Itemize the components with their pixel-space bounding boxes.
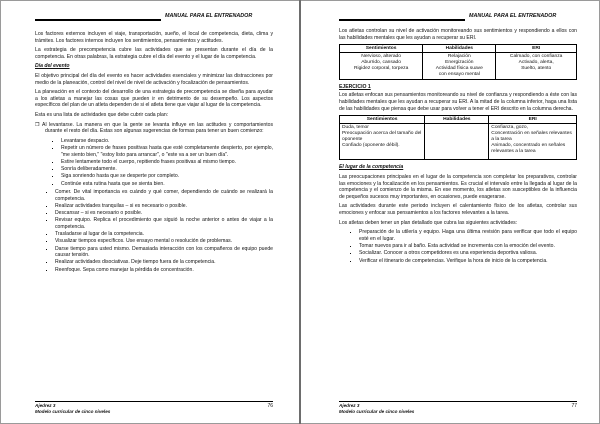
header-title: MANUAL PARA EL ENTRENADOR [165, 13, 253, 19]
table-header: ERI [496, 45, 577, 53]
list-item: ▪ Verificar el itinerario de competencias. Verifique la hora de inicio de la competencia. [359, 258, 577, 265]
footer-rule [339, 401, 577, 402]
bullet-list [339, 229, 577, 264]
bullet-list [35, 189, 273, 273]
list-item: ▪ Darse tiempo para usted mismo. Demasiada interacción con los compañeros de equipo puede causar tensión. [55, 246, 273, 259]
page-number: 77 [571, 403, 577, 409]
right-page-footer [339, 401, 577, 413]
list-item: ▪ Preparación de la utilería y equipo. Haga una última revisión para verificar que todo el equipo esté en el lugar. [359, 229, 577, 242]
list-item: ▪ Trasladarse al lugar de la competencia. [55, 231, 273, 238]
section-heading: El lugar de la competencia [339, 164, 404, 171]
table-header: Habilidades [425, 116, 489, 124]
paragraph: Los atletas deben tener un plan detallado que cubra las siguientes actividades: [339, 219, 518, 226]
table-header: Habilidades [423, 45, 496, 53]
left-page [1, 1, 299, 423]
table-cell: Nervioso, alterado Aburrido, cansado Rigidez corporal, torpeza [340, 53, 423, 80]
left-page-content [35, 31, 273, 275]
list-intro: ❒ Al levantarse. La manera en que la gente se levanta influye en las actitudes y comportamientos durante el resto del día. Estas son algunas sugerencias de formas para tener un buen comienzo: [35, 121, 274, 135]
paragraph: Las actividades durante este periodo incluyen el calentamiento físico de los atletas, controlar sus emociones y enfocar sus pensamientos a los factores relevantes a la tarea. [339, 203, 577, 217]
paragraph: Esta es una lista de actividades que debe cubrir cada plan: [35, 112, 169, 119]
table-header: ERI [489, 116, 577, 124]
header-rule [339, 19, 465, 21]
paragraph: Los factores externos incluyen el viaje, transportación, sueño, el local de competencia, dieta, clima y trámites. Los factores internos incluyen los sentimientos, pensamientos y actitudes. [35, 31, 273, 44]
exercise-title: EJERCICIO 1 [339, 83, 371, 90]
list-item: ▪ Reenfoque. Sepa como manejar la pérdida de concentración. [55, 267, 273, 274]
list-item: ▪ Visualizar tiempos específicos. Use ensayo mental o resolución de problemas. [55, 238, 273, 245]
paragraph: El objetivo principal del día del evento es hacer actividades esenciales y minimizar las distracciones por medio de la planeación, control del nivel de nivel de activación y focalización de pensamientos. [35, 73, 273, 86]
table-cell: Confianza, gozo, Concentración en señales relevantes a la tarea Animado, concentrado en señales relevantes a la tarea [489, 124, 577, 160]
list-item: ▪ Revisar equipo. Replica el procedimiento que siguió la noche anterior o antes de viajar a la competencia. [55, 217, 273, 230]
list-item: ▪ Socializar. Conocer a otros competidores es una experiencia deportiva valiosa. [359, 250, 577, 257]
list-item: ▪ Comer. De vital importancia es cuándo y qué comer, dependiendo de cuándo se realizará la competencia. [55, 189, 273, 202]
list-item: ▪ Continúe esta rutina hasta que se sienta bien. [61, 181, 273, 188]
paragraph: Los atletas enfocan sus pensamientos monitoreando su nivel de confianza y respondiendo a éste con las habilidades mentales que les ayudan a recuperar su ERI. A la mitad de la columna inferior, haga una lista de las habilidades que piensa que debe usar para volver a tener el ERI descrito en la columna derecha. [339, 92, 577, 112]
list-item: ▪ Repetir un número de frases positivas hasta que esté completamente despierto, por ejemplo, "me siento bien," "estoy listo para arrancar", o "este va a ser un buen día". [61, 145, 273, 158]
left-page-footer [35, 401, 273, 413]
paragraph: La planeación en el contexto del desarrollo de una estrategia de precompetencia se diseña para ayudar a los atletas a manejar las cosas que pueden ir en detrimento de su desempeño. Los aspectos específicos del plan de un atleta dependen de si el atleta tiene que viajar al lugar de la competencia. [35, 89, 273, 109]
list-item: ▪ Estire lentamente todo el cuerpo, repitiendo frases positivas al mismo tiempo. [61, 159, 273, 166]
section-heading: Día del evento [35, 63, 70, 70]
bullet-list [35, 138, 273, 187]
right-page-content [339, 28, 577, 266]
paragraph: Los atletas controlan su nivel de activación monitoreando sus sentimientos y respondiendo a ellos con las habilidades mentales que les ayudan a recuperar su ERI. [339, 28, 577, 41]
header-rule [35, 19, 161, 21]
table-header: Sentimientos [340, 116, 425, 124]
list-item: ▪ Tomar nuevos para ir al baño. Esta actividad se incrementa con la emoción del evento. [359, 243, 577, 250]
feelings-skills-table [339, 44, 577, 80]
list-item: ▪ Sonría deliberadamente. [61, 166, 273, 173]
footer-text: Ajedrez 3 Modelo curricular de cinco niveles [339, 403, 415, 414]
list-item: ▪ Realizar actividades disociativas. Deje tiempo fuera de la competencia. [55, 259, 273, 266]
table-header: Sentimientos [340, 45, 423, 53]
table-cell: Duda, temor Preocupación acerca del tamaño del oponente Confiado (oponente débil). [340, 124, 425, 160]
footer-text: Ajedrez 3 Modelo curricular de cinco niveles [35, 403, 111, 414]
right-page [301, 1, 599, 423]
page-number: 76 [267, 403, 273, 409]
right-page-header [301, 13, 599, 23]
list-item: ▪ Descansar – si es necesario o posible. [55, 210, 273, 217]
exercise-table [339, 115, 577, 160]
table-cell: Relajación Energización Actividad física suave con ensayo mental [423, 53, 496, 80]
list-item: ▪ Levantarse despacio. [61, 138, 273, 145]
footer-rule [35, 401, 273, 402]
list-item: ▪ Siga sonriendo hasta que se desperte por completo. [61, 173, 273, 180]
left-page-header [1, 13, 299, 23]
table-cell-empty[interactable] [425, 124, 489, 160]
header-title: MANUAL PARA EL ENTRENADOR [469, 13, 557, 19]
paragraph: Las preocupaciones principales en el lugar de la competencia son completar los preparativos, controlar las emociones y la focalización en los pensamientos. Es crucial el intervalo entre la llegada al lugar de la competencia y el comienzo de la misma. En ese momento, los atletas son susceptibles de la influencia de pequeños sucesos muy importantes, en ocasiones, puede exagerarse. [339, 174, 577, 200]
table-cell: Calmado, con confianza Activado, alerta, Suelto, atento [496, 53, 577, 80]
list-item: ▪ Realizar actividades tranquilas – si es necesario o posible. [55, 203, 273, 210]
paragraph: La estrategia de precompetencia cubre las actividades que se presentan durante el día de la competencia. En otras palabras, la estrategia cubre el día del evento y el lugar de la competencia. [35, 47, 273, 60]
